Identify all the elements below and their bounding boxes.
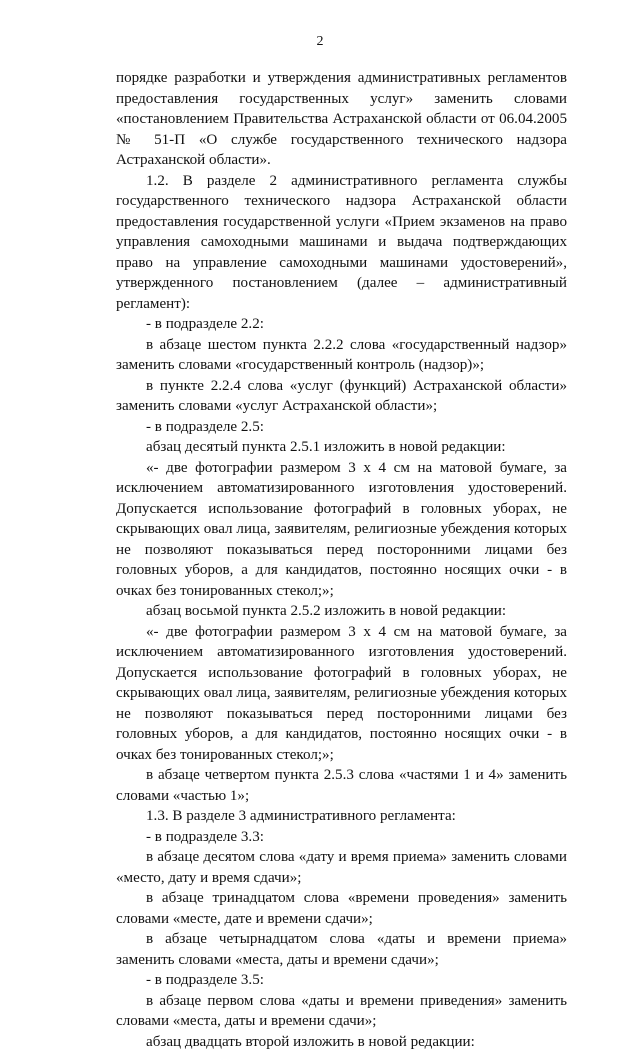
paragraph: - в подразделе 2.5: [116, 417, 567, 438]
page-number: 2 [0, 34, 640, 50]
paragraph: абзац восьмой пункта 2.5.2 изложить в новой редакции: [116, 601, 567, 622]
paragraph: в абзаце шестом пункта 2.2.2 слова «государственный надзор» заменить словами «государственный контроль (надзор)»; [116, 335, 567, 376]
paragraph: «- две фотографии размером 3 х 4 см на матовой бумаге, за исключением автоматизированного изготовления удостоверений. Допускается использование фотографий в головных уборах, не скрывающих овал лица, заявителям, религиозные убеждения которых не позволяют показываться перед посторонними лицами без головных уборов, а для кандидатов, постоянно носящих очки - в очках без тонированных стекол;»; [116, 458, 567, 602]
paragraph: - в подразделе 2.2: [116, 314, 567, 335]
paragraph: в абзаце первом слова «даты и времени приведения» заменить словами «места, даты и времени сдачи»; [116, 991, 567, 1032]
paragraph: абзац двадцать второй изложить в новой редакции: [116, 1032, 567, 1052]
paragraph: - в подразделе 3.5: [116, 970, 567, 991]
paragraph: порядке разработки и утверждения административных регламентов предоставления государственных услуг» заменить словами «постановлением Правительства Астраханской области от 06.04.2005 № 51-П «О службе государственного технического надзора Астраханской области». [116, 68, 567, 171]
paragraph: в абзаце четырнадцатом слова «даты и времени приема» заменить словами «места, даты и времени сдачи»; [116, 929, 567, 970]
paragraph: в абзаце четвертом пункта 2.5.3 слова «частями 1 и 4» заменить словами «частью 1»; [116, 765, 567, 806]
paragraph: абзац десятый пункта 2.5.1 изложить в новой редакции: [116, 437, 567, 458]
paragraph: - в подразделе 3.3: [116, 827, 567, 848]
paragraph: в абзаце тринадцатом слова «времени проведения» заменить словами «месте, дате и времени сдачи»; [116, 888, 567, 929]
paragraph: в абзаце десятом слова «дату и время приема» заменить словами «место, дату и время сдачи»; [116, 847, 567, 888]
document-body [116, 68, 567, 1052]
paragraph: в пункте 2.2.4 слова «услуг (функций) Астраханской области» заменить словами «услуг Астраханской области»; [116, 376, 567, 417]
paragraph: «- две фотографии размером 3 х 4 см на матовой бумаге, за исключением автоматизированного изготовления удостоверений. Допускается использование фотографий в головных уборах, не скрывающих овал лица, заявителям, религиозные убеждения которых не позволяют показываться перед посторонними лицами без головных уборов, а для кандидатов, постоянно носящих очки - в очках без тонированных стекол;»; [116, 622, 567, 766]
paragraph: 1.3. В разделе 3 административного регламента: [116, 806, 567, 827]
paragraph: 1.2. В разделе 2 административного регламента службы государственного технического надзора Астраханской области предоставления государственной услуги «Прием экзаменов на право управления самоходными машинами и выдача подтверждающих право на управление самоходными машинами удостоверений», утвержденного постановлением (далее – административный регламент): [116, 171, 567, 315]
